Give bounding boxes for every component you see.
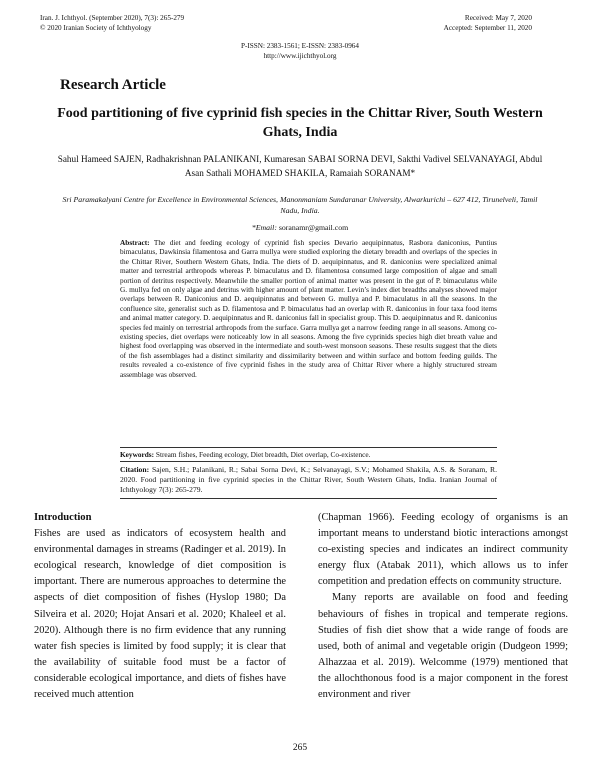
paper-title: Food partitioning of five cyprinid fish species in the Chittar River, South Western Ghats, India	[57, 106, 543, 140]
author-list: Sahul Hameed SAJEN, Radhakrishnan PALANIKANI, Kumaresan SABAI SORNA DEVI, Sakthi Vadivel SELVANAYAGI, Abdul Asan Sathali MOHAMED SHAKILA, Ramaiah SORANAM*	[57, 154, 543, 178]
body-right-column	[318, 510, 568, 703]
accepted-date: Accepted: September 11, 2020	[443, 23, 532, 32]
corresponding-email	[0, 223, 600, 232]
keywords-divider	[120, 461, 497, 462]
abstract-text: The diet and feeding ecology of cyprinid fish species Devario aequipinnatus, Rasbora daniconius, Puntius bimaculatus, Dawkinsia filamentosa and Garra mullya were studied exploring the dietary breadth and overlaps of the species in the Chittar River, Southern Western Ghats, India. The diets of D. aequipinnatus, and R. daniconius were specialized animal matter and terrestrial arthropods whereas P. bimaculatus and D. filamentosa consumed large composition of algae and small portion of detritus respectively. Meanwhile the smaller portion of animal matter was present in the gut of P. bimaculatus while G. mullya fed on only algae and detritus with higher amount of plant matter. Levin’s index diet breadths analyses showed major overlaps between R. Daniconius and D. aequipinnatus and between G. mullya and P. bimaculatus in all the seasons. In the confluence site, generalist such as D. filamentosa and P. bimaculatus had an overlap with R. daniconius in four taxa food items and animal matter category. D. aequipinnatus and R. daniconius fall in specialist group. This D. aequipinnatus and R. daniconius species fed mainly on terrestrial arthropods from the surface. Garra mullya get a narrow feeding range in all seasons. Among co-existing species, diet overlaps were noticeably low in all seasons. Among the five cyprinids species high diet breath value and highest food overlapping was observed in the intermediate and south-west monsoon seasons. These results suggest that the diets of the fish assemblages had a distinct similarity and dissimilarity between and within surface and bottom feeding guilds. The results revealed a co-existence of five cyprinid fishes in the study area of Chittar River where a highly structured stream assemblage was observed.	[120, 238, 497, 379]
copyright-line: © 2020 Iranian Society of Ichthyology	[40, 23, 152, 32]
citation-text: Sajen, S.H.; Palanikani, R.; Sabai Sorna Devi, K.; Selvanayagi, S.V.; Mohamed Shakila, A.S. & Soranam, R. 2020. Food partitioning in five cyprinid species in the Chittar River, South Western Ghats, India. Iranian Journal of Ichthyology 7(3): 265-279.	[120, 465, 497, 495]
journal-url[interactable]: http://www.ijichthyol.org	[263, 51, 337, 60]
intro-paragraph-2: Many reports are available on food and feeding behaviours of fishes in tropical and temperate regions. Studies of fish diet show that a wide range of foods are used, both of animal and vegetable origin (Dudgeon 1999; Alhazzaa et al. 2019). Welcomme (1979) mentioned that the allochthonous food is a major component in the forest environment and river	[318, 592, 568, 701]
citation-block	[120, 465, 497, 496]
keywords-label: Keywords:	[120, 450, 155, 459]
keywords-text: Stream fishes, Feeding ecology, Diet breadth, Diet overlap, Co-existence.	[155, 450, 371, 459]
issn-line: P-ISSN: 2383-1561; E-ISSN: 2383-0964	[240, 42, 359, 50]
received-date: Received: May 7, 2020	[464, 14, 532, 22]
email-label: *Email:	[251, 223, 277, 232]
introduction-heading: Introduction	[34, 512, 92, 523]
affiliation: Sri Paramakalyani Centre for Excellence in Environmental Sciences, Manonmaniam Sundaranar University, Alwarkurichi – 627 412, Tirunelveli, Tamil Nadu, India.	[62, 195, 538, 215]
citation-label: Citation:	[120, 465, 150, 474]
abstract-divider	[120, 447, 497, 448]
email-address[interactable]: soranamr@gmail.com	[278, 223, 349, 232]
intro-paragraph-continued: (Chapman 1966). Feeding ecology of organisms is an important means to understand biotic interactions amongst co-existing species and indicates an indirect community energy flux (Atabak 2011), which allows us to infer competition and predation effects on community structure.	[318, 512, 568, 588]
journal-header-center	[0, 42, 600, 61]
keywords	[120, 450, 497, 459]
citation-divider	[120, 498, 497, 499]
intro-paragraph-1: Fishes are used as indicators of ecosystem health and environmental damages in streams (Radinger et al. 2019). In ecological research, knowledge of diet composition is important. There are numerous approaches to determine the aspects of diet composition of fishes (Hyslop 1980; Da Silveira et al. 2020; Hojat Ansari et al. 2020; Khaleel et al. 2020). Although there is no firm evidence that any running water fish species is limited by food supply; it is clear that the availability of suitable food must be a factor of considerable ecological importance, and diets of fishes have received much attention	[34, 528, 286, 701]
page-number: 265	[292, 743, 308, 753]
article-type: Research Article	[60, 77, 166, 93]
body-left-column	[34, 510, 286, 703]
abstract	[120, 238, 497, 379]
abstract-label: Abstract:	[120, 238, 150, 247]
journal-header-left	[40, 14, 300, 33]
journal-citation-line: Iran. J. Ichthyol. (September 2020), 7(3): 265-279	[40, 14, 185, 22]
journal-header-right	[332, 14, 532, 33]
